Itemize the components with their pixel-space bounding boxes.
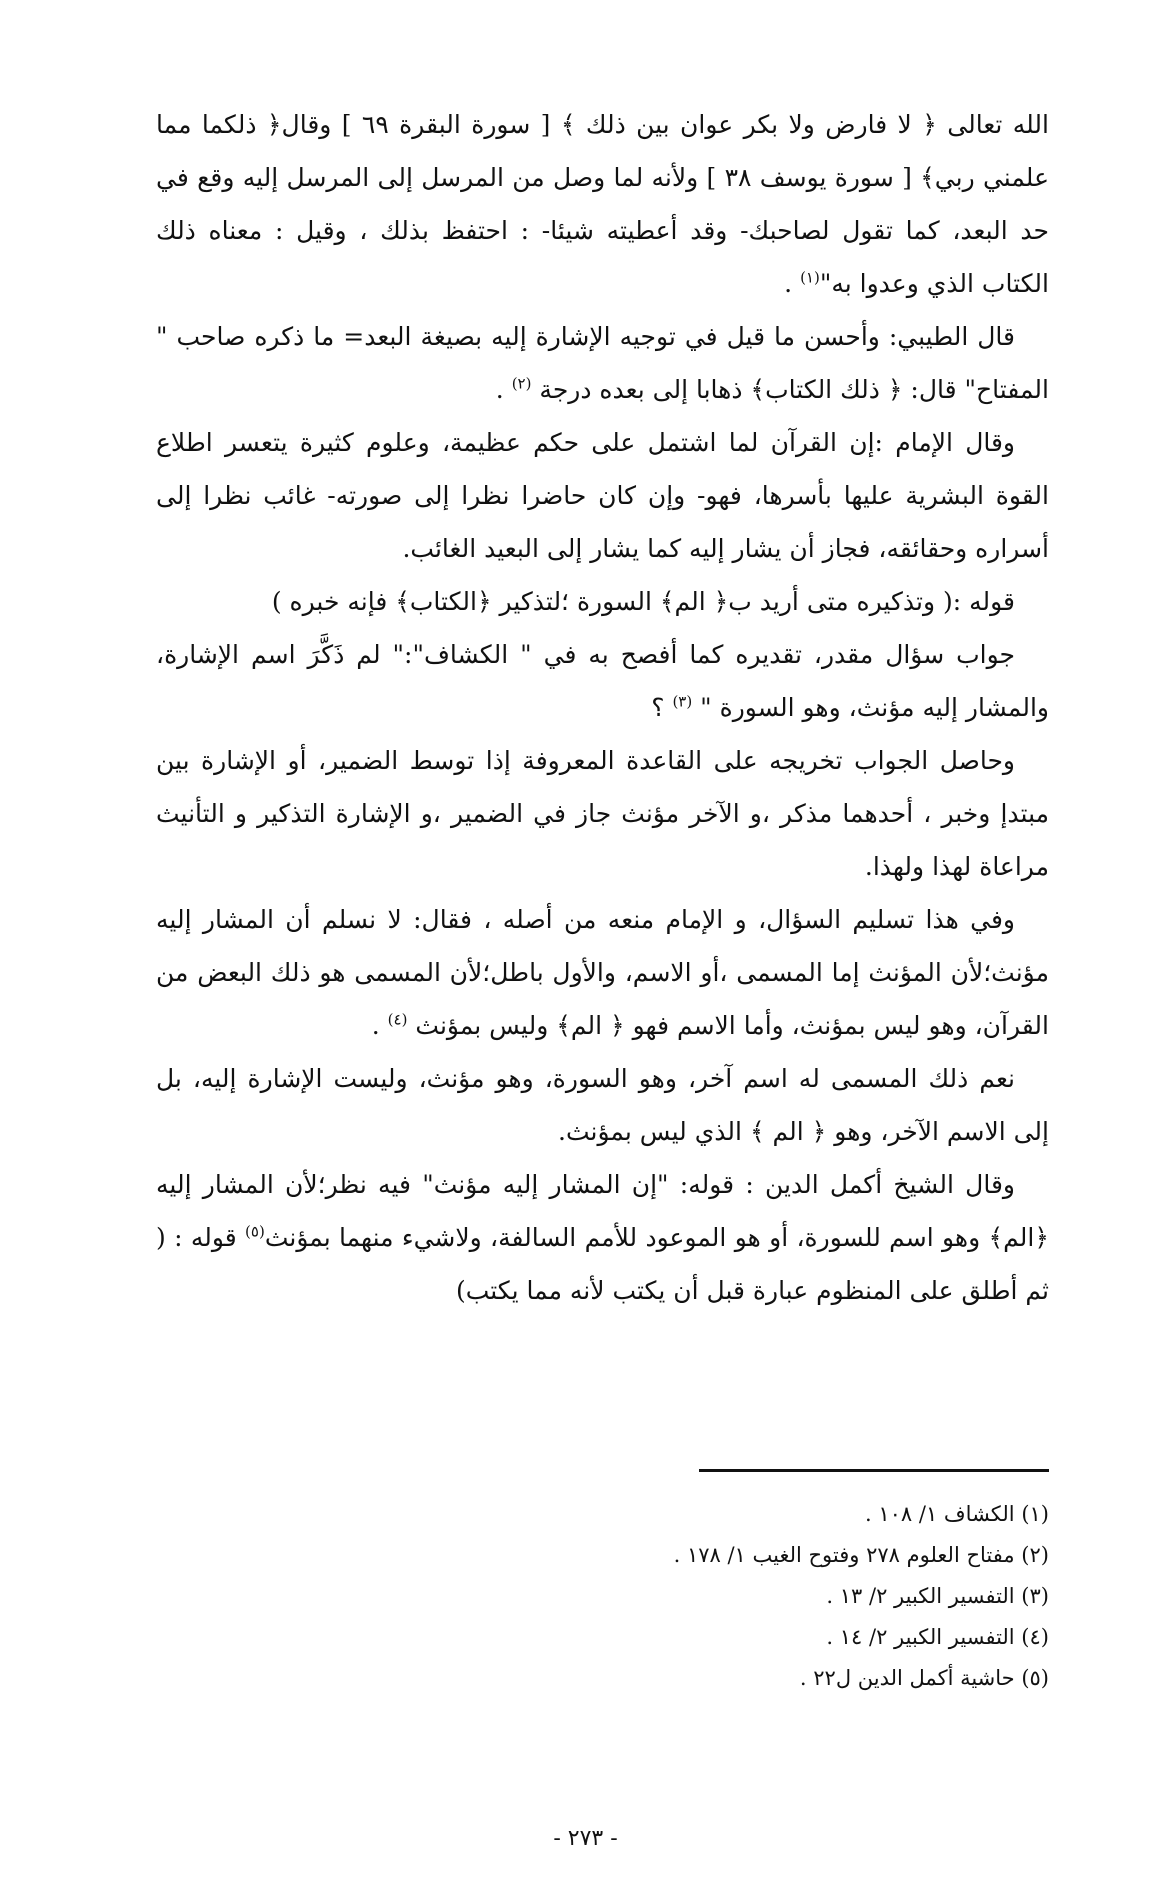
paragraph-3: وقال الإمام :إن القرآن لما اشتمل على حكم عظيمة، وعلوم كثيرة يتعسر اطلاع القوة البشرية عليها بأسرها، فهو- وإن كان حاضرا نظرا إلى صورته- غائب نظرا إلى أسراره وحقائقه، فجاز أن يشار إليه كما يشار إلى البعيد الغائب. (156, 428, 1049, 563)
footnote-marker-3: (٣) (672, 692, 693, 711)
footnote-5: (٥) حاشية أكمل الدين ل٢٢ . (799, 1666, 1049, 1690)
paragraph-7: وفي هذا تسليم السؤال، و الإمام منعه من أصله ، فقال: لا نسلم أن المشار إليه مؤنث؛لأن المؤنث إما المسمى ،أو الاسم، والأول باطل؛لأن المسمى هو ذلك البعض من القرآن، وهو ليس بمؤنث، وأما الاسم فهو ﴿ الم﴾ وليس بمؤنث $^{(٤)}$ . (156, 905, 1049, 1040)
paragraph-8: نعم ذلك المسمى له اسم آخر، وهو السورة، وهو مؤنث، وليست الإشارة إليه، بل إلى الاسم الآخر، وهو ﴿ الم ﴾ الذي ليس بمؤنث. (156, 1064, 1049, 1146)
footnote-marker-1: (١) (800, 268, 820, 287)
footnote-marker-5: (٥) (245, 1222, 265, 1241)
footnote-2: (٢) مفتاح العلوم ٢٧٨ وفتوح الغيب ١/ ١٧٨ . (673, 1543, 1049, 1567)
footnotes (156, 1494, 1049, 1699)
footnote-marker-4: (٤) (387, 1010, 408, 1029)
main-text (156, 98, 1049, 1317)
paragraph-2: قال الطيبي: وأحسن ما قيل في توجيه الإشارة إليه بصيغة البعد= ما ذكره صاحب " المفتاح" قال: ﴿ ذلك الكتاب﴾ ذهابا إلى بعده درجة $^{(٢)}$ . (156, 322, 1049, 404)
paragraph-9: وقال الشيخ أكمل الدين : قوله: "إن المشار إليه مؤنث" فيه نظر؛لأن المشار إليه ﴿الم﴾ وهو اسم للسورة، أو هو الموعود للأمم السالفة، ولاشيء منهما بمؤنث$^{(٥)}$ قوله : ( ثم أطلق على المنظوم عبارة قبل أن يكتب لأنه مما يكتب) (156, 1170, 1049, 1305)
footnote-separator (699, 1469, 1049, 1472)
footnote-1: (١) الكشاف ١/ ١٠٨ . (864, 1502, 1049, 1526)
paragraph-4: قوله :( وتذكيره متى أريد ب﴿ الم﴾ السورة ؛لتذكير ﴿الكتاب﴾ فإنه خبره ) (271, 587, 1015, 616)
footnote-3: (٣) التفسير الكبير ٢/ ١٣ . (826, 1584, 1049, 1608)
footnote-4: (٤) التفسير الكبير ٢/ ١٤ . (826, 1625, 1049, 1649)
footnote-marker-2: (٢) (511, 374, 532, 393)
page-number: - ٢٧٣ - (553, 1826, 618, 1851)
paragraph-1: الله تعالى ﴿ لا فارض ولا بكر عوان بين ذلك ﴾ [ سورة البقرة ٦٩ ] وقال﴿ ذلكما مما علمني ربي﴾ [ سورة يوسف ٣٨ ] ولأنه لما وصل من المرسل إلى المرسل إليه وقع في حد البعد، كما تقول لصاحبك- وقد أعطيته شيئا- : احتفظ بذلك ، وقيل : معناه ذلك الكتاب الذي وعدوا به"$^{(١)}$ . (156, 110, 1049, 298)
paragraph-5: جواب سؤال مقدر، تقديره كما أفصح به في " الكشاف":" لم ذَكَّرَ اسم الإشارة، والمشار إليه مؤنث، وهو السورة " $^{(٣)}$ ؟ (156, 640, 1049, 722)
paragraph-6: وحاصل الجواب تخريجه على القاعدة المعروفة إذا توسط الضمير، أو الإشارة بين مبتدإ وخبر ، أحدهما مذكر ،و الآخر مؤنث جاز في الضمير ،و الإشارة التذكير و التأنيث مراعاة لهذا ولهذا. (156, 746, 1049, 881)
